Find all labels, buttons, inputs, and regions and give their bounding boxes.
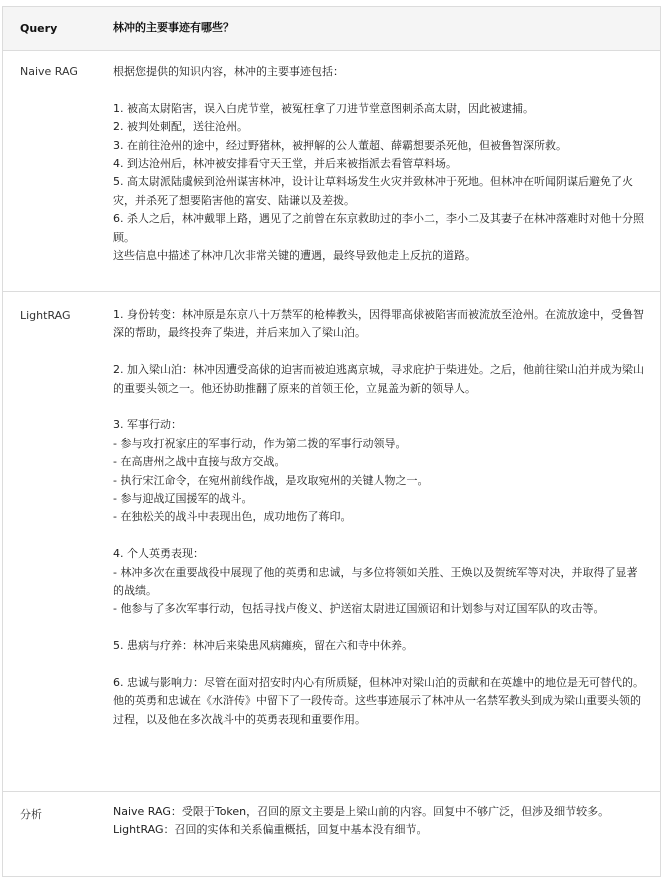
query-text: 林冲的主要事迹有哪些？ — [113, 21, 234, 35]
naive-rag-item: 5. 高太尉派陆虞候到沧州谋害林冲，设计让草料场发生火灾并致林冲于死地。但林冲在听闻阴谋后避免了火灾，并杀死了想要陷害他的富安、陆谦以及差拨。 — [113, 175, 633, 207]
lightrag-label: LightRAG — [20, 309, 71, 322]
naive-rag-intro: 根据您提供的知识内容，林冲的主要事迹包括： — [113, 65, 344, 78]
lightrag-answer — [102, 292, 660, 791]
analysis-row — [3, 791, 660, 876]
naive-rag-answer — [102, 51, 660, 291]
naive-rag-item: 3. 在前往沧州的途中，经过野猪林，被押解的公人董超、薛霸想要杀死他，但被鲁智深所救。 — [113, 138, 567, 152]
lightrag-section-3-title: 3. 军事行动： — [113, 418, 182, 432]
analysis-label: 分析 — [20, 808, 42, 821]
lightrag-section-3-item: - 执行宋江命令，在宛州前线作战，是攻取宛州的关键人物之一。 — [113, 473, 429, 487]
lightrag-section-3-item: - 参与攻打祝家庄的军事行动，作为第二拨的军事行动领导。 — [113, 436, 407, 450]
lightrag-paragraph-2: 2. 加入梁山泊：林冲因遭受高俅的迫害而被迫逃离京城，寻求庇护于柴进处。之后，他前往梁山泊并成为梁山的重要头领之一。他还协助推翻了原来的首领王伦，立晁盖为新的领导人。 — [113, 363, 644, 395]
analysis-text — [102, 792, 660, 876]
query-label: Query — [20, 22, 58, 35]
lightrag-paragraph-1: 1. 身份转变：林冲原是东京八十万禁军的枪棒教头，因得罪高俅被陷害而被流放至沧州。在流放途中，受鲁智深的帮助，最终投奔了柴进，并后来加入了梁山泊。 — [113, 308, 644, 340]
naive-rag-label: Naive RAG — [20, 65, 78, 78]
query-row — [3, 7, 660, 50]
lightrag-section-4-title: 4. 个人英勇表现： — [113, 547, 204, 561]
lightrag-section-3-item: - 参与迎战辽国援军的战斗。 — [113, 492, 253, 506]
analysis-naive-rag: Naive RAG：受限于Token，召回的原文主要是上梁山前的内容。回复中不够广泛，但涉及细节较多。 — [113, 805, 610, 818]
lightrag-section-3-item: - 在高唐州之战中直接与敌方交战。 — [113, 455, 286, 469]
lightrag-paragraph-5: 5. 患病与疗养：林冲后来染患风病瘫痪，留在六和寺中休养。 — [113, 639, 413, 653]
lightrag-row — [3, 291, 660, 791]
naive-rag-outro: 这些信息中描述了林冲几次非常关键的遭遇，最终导致他走上反抗的道路。 — [113, 249, 476, 263]
lightrag-section-4-item: - 他参与了多次军事行动，包括寻找卢俊义、护送宿太尉进辽国颁诏和计划参与对辽国军队的攻击等。 — [113, 602, 605, 616]
naive-rag-item: 1. 被高太尉陷害，误入白虎节堂，被冤枉拿了刀进节堂意图刺杀高太尉，因此被逮捕。 — [113, 101, 534, 115]
lightrag-paragraph-6: 6. 忠诚与影响力：尽管在面对招安时内心有所质疑，但林冲对梁山泊的贡献和在英雄中的地位是无可替代的。他的英勇和忠诚在《水浒传》中留下了一段传奇。这些事迹展示了林冲从一名禁军教头到成为梁山重要头领的过程，以及他在多次战斗中的英勇表现和重要作用。 — [113, 676, 644, 726]
naive-rag-row — [3, 50, 660, 291]
naive-rag-item: 6. 杀人之后，林冲戴罪上路，遇见了之前曾在东京救助过的李小二，李小二及其妻子在林冲落难时对他十分照顾。 — [113, 212, 644, 244]
lightrag-section-3-item: - 在独松关的战斗中表现出色，成功地伤了蒋印。 — [113, 510, 352, 524]
comparison-table — [2, 6, 661, 877]
naive-rag-item: 4. 到达沧州后，林冲被安排看守天王堂，并后来被指派去看管草料场。 — [113, 157, 457, 171]
analysis-lightrag: LightRAG：召回的实体和关系偏重概括，回复中基本没有细节。 — [113, 823, 428, 837]
naive-rag-item: 2. 被判处刺配，送往沧州。 — [113, 120, 248, 134]
lightrag-section-4-item: - 林冲多次在重要战役中展现了他的英勇和忠诚，与多位将领如关胜、王焕以及贺统军等对决，并取得了显著的战绩。 — [113, 565, 638, 598]
